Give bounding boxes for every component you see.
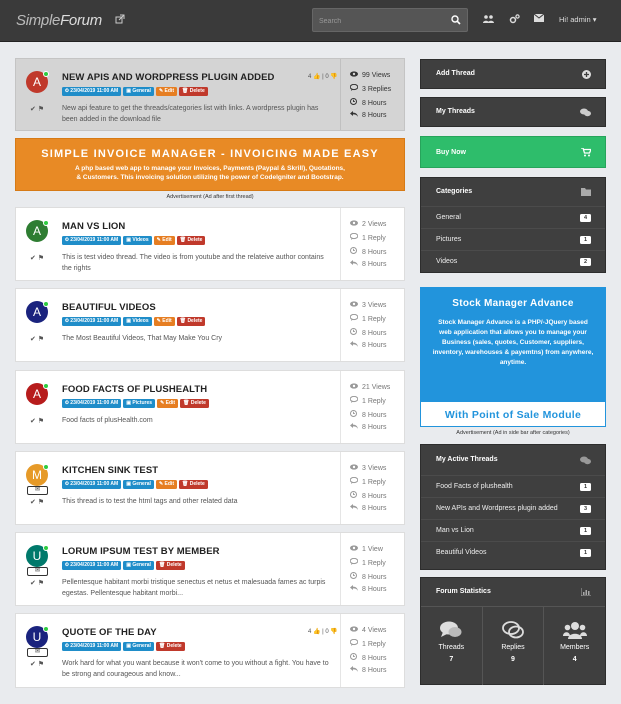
replies-stat: 1 Reply [349, 558, 386, 567]
delete-button[interactable]: 🗑 Delete [156, 642, 185, 651]
message-author-button[interactable] [27, 486, 48, 495]
thread-card[interactable] [15, 288, 405, 362]
avatar[interactable] [26, 220, 48, 242]
replies-stat: 1 Reply [349, 477, 386, 486]
envelope-icon: ✉ [34, 568, 41, 574]
edit-button[interactable]: ✎ Edit [156, 87, 177, 96]
reply-icon [349, 341, 358, 349]
likes-dislikes[interactable]: 4 👍 | 0 👎 [308, 629, 338, 635]
online-indicator [43, 301, 49, 307]
thread-meta [62, 642, 185, 651]
stat-threads [421, 607, 483, 685]
thumbs-down-icon: 👎 [330, 74, 338, 80]
comment-icon [349, 396, 358, 405]
category-name: General [436, 214, 461, 221]
edit-button[interactable]: ✎ Edit [154, 317, 175, 326]
thread-card[interactable] [15, 207, 405, 281]
likes-dislikes[interactable]: 4 👍 | 0 👎 [308, 74, 338, 80]
top-navbar [0, 0, 621, 42]
date-badge: ⏲ 23/04/2019 11:00 AM [62, 480, 121, 489]
comment-icon [349, 477, 358, 486]
active-thread-item[interactable] [421, 497, 605, 519]
reply-icon [349, 260, 358, 268]
thread-excerpt: The Most Beautiful Videos, That May Make You Cry [62, 335, 223, 342]
avatar-letter: A [32, 224, 41, 238]
delete-button[interactable]: 🗑 Delete [156, 561, 185, 570]
flag-icon: ⚑ [37, 580, 45, 587]
avatar[interactable] [26, 301, 48, 323]
comments-icon [580, 445, 591, 477]
active-thread-item[interactable] [421, 519, 605, 541]
category-badge[interactable]: ▣ General [123, 561, 154, 570]
stat-label: Replies [501, 644, 525, 651]
online-indicator [43, 383, 49, 389]
stat-value: 4 [572, 656, 577, 663]
thread-stats [340, 208, 405, 280]
active-thread-name: Food Facts of plushealth [436, 483, 513, 490]
avatar-letter: A [32, 75, 41, 89]
edit-button[interactable]: ✎ Edit [154, 236, 175, 245]
category-name: Pictures [436, 236, 462, 243]
external-link-icon[interactable] [114, 14, 126, 26]
stat-label: Threads [438, 644, 465, 651]
ad-line-2: & Customers. This invoicing solution utilizing the power of CodeIgniter and Bootstrap. [76, 174, 344, 181]
views-stat: 4 Views [349, 626, 386, 634]
reply-icon [349, 423, 358, 431]
check-icon: ✔ [30, 106, 36, 113]
category-badge[interactable]: ▣ Pictures [123, 399, 155, 408]
views-stat: 21 Views [349, 383, 390, 391]
avatar[interactable] [26, 464, 48, 486]
active-thread-item[interactable] [421, 475, 605, 497]
category-name: Videos [436, 258, 458, 265]
bar-chart-icon [581, 578, 591, 607]
ad-note: Advertisement (Ad after first thread) [166, 194, 254, 200]
category-badge[interactable]: ▣ Videos [123, 236, 151, 245]
created-stat: 8 Hours [349, 328, 387, 337]
my-threads-label: My Threads [436, 108, 475, 115]
comment-icon [349, 314, 358, 323]
avatar[interactable] [26, 626, 48, 648]
eye-icon [349, 545, 358, 553]
replies-stat: 1 Reply [349, 233, 386, 242]
thread-stats [340, 614, 405, 687]
search-input[interactable] [319, 14, 439, 28]
thread-title[interactable]: NEW APIS AND WORDPRESS PLUGIN ADDED [62, 72, 275, 83]
folder-icon [581, 178, 591, 207]
flag-icon: ⚑ [37, 499, 45, 506]
comment-icon [349, 84, 358, 93]
edit-button[interactable]: ✎ Edit [156, 480, 177, 489]
replies-stat: 1 Reply [349, 314, 386, 323]
category-item[interactable] [421, 206, 605, 228]
dislikes-count: 0 [325, 74, 329, 80]
plus-circle-icon [582, 60, 591, 90]
clock-icon [349, 653, 358, 662]
thumbs-up-icon: 👍 [313, 74, 321, 80]
last-reply-stat: 8 Hours [349, 666, 387, 674]
thread-card[interactable] [15, 613, 405, 688]
status-icons [30, 254, 44, 262]
category-item[interactable] [421, 228, 605, 250]
envelope-icon[interactable] [533, 14, 545, 26]
date-badge: ⏲ 23/04/2019 11:00 AM [62, 642, 121, 651]
created-stat: 8 Hours [349, 572, 387, 581]
message-author-button[interactable] [27, 567, 48, 576]
check-icon: ✔ [30, 580, 36, 587]
active-thread-count: 1 [580, 549, 591, 557]
check-icon: ✔ [30, 336, 36, 343]
eye-icon [349, 464, 358, 472]
brand-text-forum: Forum [60, 12, 102, 29]
delete-button[interactable]: 🗑 Delete [180, 399, 209, 408]
my-threads-button[interactable] [420, 97, 606, 127]
views-stat: 2 Views [349, 220, 386, 228]
clock-icon [349, 328, 358, 337]
eye-icon [349, 626, 358, 634]
add-thread-button[interactable] [420, 59, 606, 89]
thread-stats [340, 452, 405, 524]
flag-icon: ⚑ [37, 418, 45, 425]
stat-label: Members [560, 644, 590, 651]
categories-title: Categories [436, 188, 473, 195]
active-thread-item[interactable] [421, 541, 605, 563]
avatar-letter: M [32, 468, 42, 482]
status-icons [30, 105, 44, 113]
last-reply-stat: 8 Hours [349, 260, 387, 268]
date-badge: ⏲ 23/04/2019 11:00 AM [62, 399, 121, 408]
category-badge[interactable]: ▣ Videos [123, 317, 151, 326]
likes-count: 4 [308, 74, 312, 80]
thread-title[interactable]: BEAUTIFUL VIDEOS [62, 302, 156, 313]
date-badge: ⏲ 23/04/2019 11:00 AM [62, 87, 121, 96]
thread-card[interactable] [15, 370, 405, 444]
online-indicator [43, 545, 49, 551]
flag-icon: ⚑ [37, 106, 45, 113]
thread-meta [62, 236, 205, 245]
category-badge[interactable]: ▣ General [123, 87, 154, 96]
avatar-letter: A [32, 305, 41, 319]
active-thread-count: 1 [580, 483, 591, 491]
eye-icon [349, 301, 358, 309]
stat-replies [483, 607, 545, 685]
thread-excerpt: Food facts of plusHealth.com [62, 417, 153, 424]
comments-icon [580, 98, 591, 128]
thumbs-up-icon: 👍 [313, 629, 321, 635]
delete-button[interactable]: 🗑 Delete [177, 236, 206, 245]
clock-icon [349, 491, 358, 500]
status-icons [30, 335, 44, 343]
avatar-letter: U [32, 630, 42, 644]
clock-icon [349, 247, 358, 256]
ad-title: SIMPLE INVOICE MANAGER - INVOICING MADE EASY [41, 148, 379, 160]
reply-icon [349, 111, 358, 119]
edit-button[interactable]: ✎ Edit [157, 399, 178, 408]
thread-excerpt: This is test video thread. The video is from youtube and the relateive author contains the rights [62, 254, 324, 272]
date-badge: ⏲ 23/04/2019 11:00 AM [62, 561, 121, 570]
stock-manager-ad[interactable] [420, 287, 606, 427]
check-icon: ✔ [30, 418, 36, 425]
eye-icon [349, 71, 358, 79]
thread-card[interactable] [15, 58, 405, 131]
replies-stat: 1 Reply [349, 639, 386, 648]
status-icons [30, 579, 44, 587]
views-stat: 3 Views [349, 464, 386, 472]
search-icon[interactable] [451, 15, 461, 25]
thread-meta [62, 399, 209, 408]
user-menu-label: Hi! admin [559, 15, 591, 24]
category-count: 1 [580, 236, 591, 244]
online-indicator [43, 626, 49, 632]
date-badge: ⏲ 23/04/2019 11:00 AM [62, 236, 121, 245]
category-item[interactable] [421, 250, 605, 272]
caret-down-icon: ▾ [592, 15, 597, 24]
invoice-manager-ad[interactable] [15, 138, 405, 191]
avatar[interactable] [26, 545, 48, 567]
cart-icon [581, 137, 591, 170]
stat-members [544, 607, 605, 685]
stat-value: 7 [449, 656, 454, 663]
thread-meta [62, 561, 185, 570]
thread-meta [62, 87, 208, 96]
forum-statistics-title: Forum Statistics [436, 588, 491, 595]
search-box [312, 8, 468, 32]
created-stat: 8 Hours [349, 410, 387, 419]
active-thread-name: Man vs Lion [436, 527, 474, 534]
replies-stat: 1 Reply [349, 396, 386, 405]
thread-card[interactable] [15, 451, 405, 525]
category-count: 2 [580, 258, 591, 266]
avatar[interactable] [26, 71, 48, 93]
last-reply-stat: 8 Hours [349, 504, 387, 512]
avatar-letter: A [32, 387, 41, 401]
comments-icon [421, 621, 482, 639]
online-indicator [43, 464, 49, 470]
add-thread-label: Add Thread [436, 70, 475, 77]
views-stat: 99 Views [349, 71, 390, 79]
status-icons [30, 498, 44, 506]
replies-stat: 3 Replies [349, 84, 391, 93]
sidebar-ad-note: Advertisement (Ad in side bar after categories) [456, 430, 570, 436]
reply-icon [349, 666, 358, 674]
active-thread-count: 1 [580, 527, 591, 535]
status-icons [30, 417, 44, 425]
thread-excerpt: New api feature to get the threads/categories list with links. A wordpress plugin has been added in the download file [62, 105, 319, 123]
thread-excerpt: This thread is to test the html tags and other related data [62, 498, 238, 505]
flag-icon: ⚑ [37, 336, 45, 343]
created-stat: 8 Hours [349, 491, 387, 500]
user-menu[interactable] [559, 15, 597, 24]
active-threads-panel [420, 444, 606, 570]
envelope-icon: ✉ [34, 487, 41, 493]
brand-logo[interactable] [16, 12, 102, 29]
buy-now-button[interactable] [420, 136, 606, 168]
date-badge: ⏲ 23/04/2019 11:00 AM [62, 317, 121, 326]
stock-ad-body: Stock Manager Advance is a PHP/-JQuery based web application that allows you to manage your Business (sales, quotes, Customer, suppliers, inventory, warehouses & payemtns) from anywhere, anytime. [432, 319, 594, 366]
eye-icon [349, 383, 358, 391]
envelope-icon: ✉ [34, 649, 41, 655]
replies-icon [483, 621, 544, 639]
delete-button[interactable]: 🗑 Delete [177, 317, 206, 326]
dislikes-count: 0 [325, 629, 329, 635]
active-thread-count: 3 [580, 505, 591, 513]
categories-panel [420, 177, 606, 273]
views-stat: 1 View [349, 545, 383, 553]
users-icon[interactable] [482, 14, 494, 26]
created-stat: 8 Hours [349, 247, 387, 256]
users-icon [544, 621, 605, 639]
online-indicator [43, 71, 49, 77]
check-icon: ✔ [30, 661, 36, 668]
check-icon: ✔ [30, 255, 36, 262]
delete-button[interactable]: 🗑 Delete [179, 480, 208, 489]
thread-title[interactable]: MAN VS LION [62, 221, 126, 232]
category-badge[interactable]: ▣ General [123, 642, 154, 651]
stat-value: 9 [511, 656, 515, 663]
category-badge[interactable]: ▣ General [123, 480, 154, 489]
eye-icon [349, 220, 358, 228]
thread-title[interactable]: KITCHEN SINK TEST [62, 465, 159, 476]
ad-line-1: A php based web app to manage your Invoices, Payments (Paypal & Skrill), Quotations, [75, 165, 345, 172]
active-threads-title: My Active Threads [436, 456, 498, 463]
last-reply-stat: 8 Hours [349, 341, 387, 349]
thread-stats [340, 533, 405, 605]
avatar-letter: U [32, 549, 42, 563]
reply-icon [349, 585, 358, 593]
comment-icon [349, 639, 358, 648]
likes-count: 4 [308, 629, 312, 635]
clock-icon [349, 410, 358, 419]
thread-stats [340, 289, 405, 361]
check-icon: ✔ [30, 499, 36, 506]
thread-title[interactable]: LORUM IPSUM TEST BY MEMBER [62, 546, 220, 557]
thread-excerpt: Work hard for what you want because it won't come to you without a fight. You have to be strong and courageous and know... [62, 660, 329, 678]
message-author-button[interactable] [27, 648, 48, 657]
active-thread-name: Beautiful Videos [436, 549, 487, 556]
status-icons [30, 660, 44, 668]
thread-card[interactable] [15, 532, 405, 606]
thread-meta [62, 317, 205, 326]
thread-excerpt: Pellentesque habitant morbi tristique senectus et netus et malesuada fames ac turpis egestas. Pellentesque habitant morbi... [62, 579, 326, 597]
thread-title[interactable]: FOOD FACTS OF PLUSHEALTH [62, 384, 208, 395]
thumbs-down-icon: 👎 [330, 629, 338, 635]
comment-icon [349, 558, 358, 567]
thread-title[interactable]: QUOTE OF THE DAY [62, 627, 157, 638]
views-stat: 3 Views [349, 301, 386, 309]
flag-icon: ⚑ [37, 661, 45, 668]
clock-icon [349, 98, 358, 107]
cogs-icon[interactable] [508, 14, 520, 26]
clock-icon [349, 572, 358, 581]
stock-ad-title: Stock Manager Advance [452, 298, 574, 309]
last-reply-stat: 8 Hours [349, 585, 387, 593]
comment-icon [349, 233, 358, 242]
last-reply-stat: 8 Hours [349, 111, 387, 119]
thread-stats [340, 371, 405, 443]
avatar[interactable] [26, 383, 48, 405]
active-thread-name: New APIs and Wordpress plugin added [436, 505, 558, 512]
forum-statistics-panel [420, 577, 606, 685]
created-stat: 8 Hours [349, 653, 387, 662]
thread-stats [340, 59, 405, 130]
buy-now-label: Buy Now [436, 149, 466, 156]
stock-ad-subtitle: With Point of Sale Module [420, 401, 606, 427]
thread-meta [62, 480, 208, 489]
online-indicator [43, 220, 49, 226]
category-count: 4 [580, 214, 591, 222]
created-stat: 8 Hours [349, 98, 387, 107]
last-reply-stat: 8 Hours [349, 423, 387, 431]
brand-text-simple: Simple [16, 12, 61, 29]
reply-icon [349, 504, 358, 512]
delete-button[interactable]: 🗑 Delete [179, 87, 208, 96]
flag-icon: ⚑ [37, 255, 45, 262]
